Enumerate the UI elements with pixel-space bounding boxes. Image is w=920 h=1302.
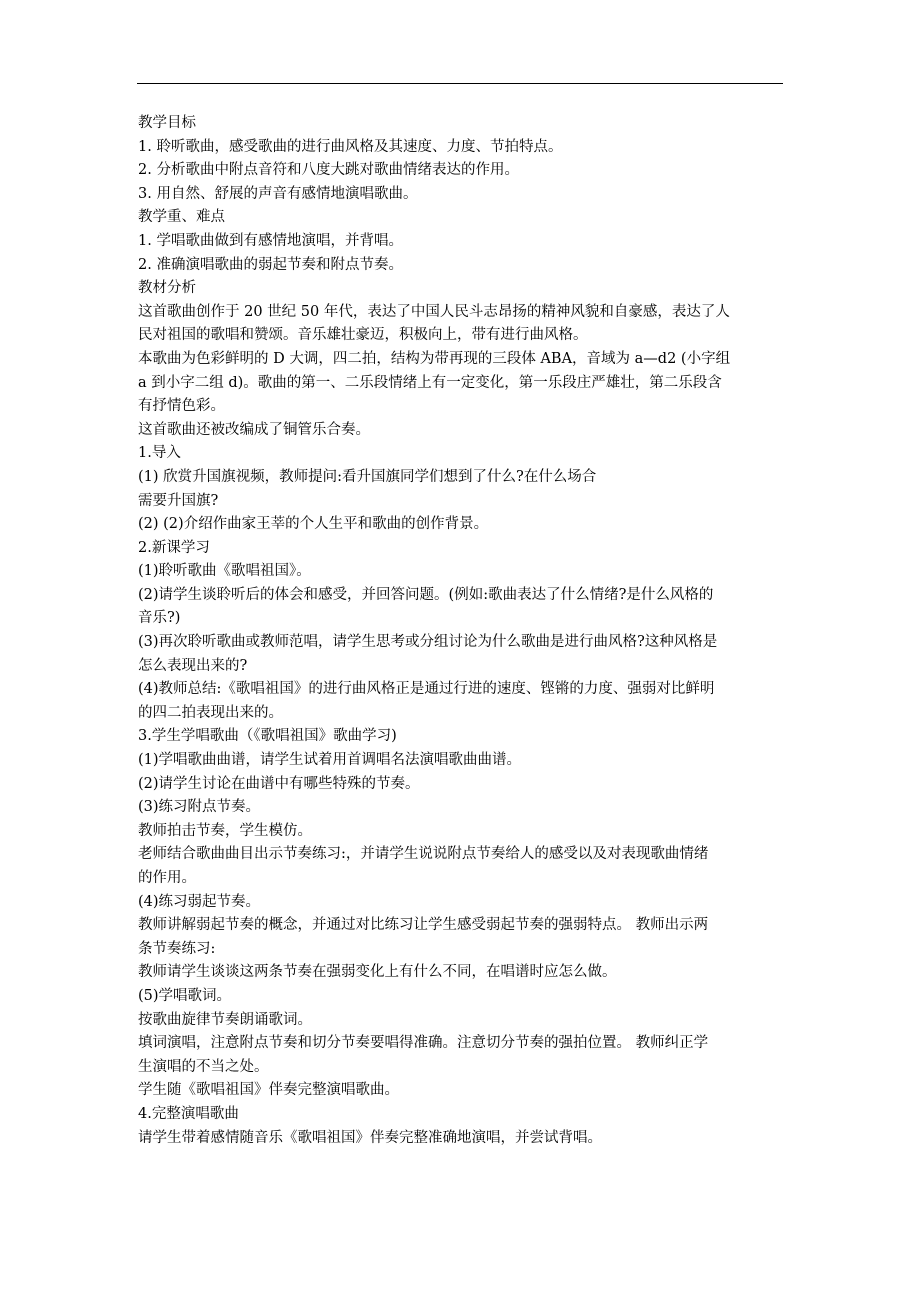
header-rule xyxy=(137,83,783,84)
section-heading-intro: 1.导入 xyxy=(138,445,181,462)
paragraph-line: 老师结合歌曲曲目出示节奏练习:，并请学生说说附点节奏给人的感受以及对表现歌曲情绪 xyxy=(138,846,709,863)
section-heading-learn-song: 3.学生学唱歌曲（《歌唱祖国》歌曲学习) xyxy=(138,728,397,745)
section-heading-key-points: 教学重、难点 xyxy=(138,209,225,226)
paragraph-line: 教师讲解弱起节奏的概念，并通过对比练习让学生感受弱起节奏的强弱特点。 教师出示两 xyxy=(138,917,709,934)
paragraph-line: 教师拍击节奏，学生模仿。 xyxy=(138,822,312,839)
paragraph-line: 这首歌曲还被改编成了铜管乐合奏。 xyxy=(138,421,370,438)
paragraph-line: (1)聆听歌曲《歌唱祖国》。 xyxy=(138,563,311,580)
key-point-line: 1. 学唱歌曲做到有感情地演唱，并背唱。 xyxy=(138,232,403,249)
objective-line: 3. 用自然、舒展的声音有感情地演唱歌曲。 xyxy=(138,185,418,202)
paragraph-line: (2) (2)介绍作曲家王莘的个人生平和歌曲的创作背景。 xyxy=(138,516,489,533)
paragraph-line: 教师请学生谈谈这两条节奏在强弱变化上有什么不同，在唱谱时应怎么做。 xyxy=(138,964,617,981)
paragraph-line: (4)练习弱起节奏。 xyxy=(138,893,261,910)
paragraph-line: 条节奏练习: xyxy=(138,940,216,957)
paragraph-line: (2)请学生讨论在曲谱中有哪些特殊的节奏。 xyxy=(138,775,420,792)
paragraph-line: 这首歌曲创作于 20 世纪 50 年代，表达了中国人民斗志昂扬的精神风貌和自豪感，表达了人 xyxy=(138,303,730,320)
paragraph-line: (1) 欣赏升国旗视频，教师提问:看升国旗同学们想到了什么?在什么场合 xyxy=(138,468,597,485)
paragraph-line: 请学生带着感情随音乐《歌唱祖国》伴奏完整准确地演唱，并尝试背唱。 xyxy=(138,1129,602,1146)
paragraph-line: 填词演唱，注意附点节奏和切分节奏要唱得准确。注意切分节奏的强拍位置。 教师纠正学 xyxy=(138,1035,709,1052)
paragraph-line: (5)学唱歌词。 xyxy=(138,987,232,1004)
paragraph-line: 学生随《歌唱祖国》伴奏完整演唱歌曲。 xyxy=(138,1082,399,1099)
paragraph-line: 本歌曲为色彩鲜明的 D 大调，四二拍，结构为带再现的三段体 ABA，音域为 a—d2 (小字组 xyxy=(138,350,731,367)
paragraph-line: (2)请学生谈聆听后的体会和感受，并回答问题。(例如:歌曲表达了什么情绪?是什么风格的 xyxy=(138,586,714,603)
paragraph-line: 按歌曲旋律节奏朗诵歌词。 xyxy=(138,1011,312,1028)
paragraph-line: (1)学唱歌曲曲谱，请学生试着用首调唱名法演唱歌曲曲谱。 xyxy=(138,752,522,769)
paragraph-line: 怎么表现出来的? xyxy=(138,657,248,674)
paragraph-line: (4)教师总结:《歌唱祖国》的进行曲风格正是通过行进的速度、铿锵的力度、强弱对比鲜明 xyxy=(138,681,715,698)
objective-line: 2. 分析歌曲中附点音符和八度大跳对歌曲情绪表达的作用。 xyxy=(138,162,519,179)
objective-line: 1. 聆听歌曲，感受歌曲的进行曲风格及其速度、力度、节拍特点。 xyxy=(138,138,563,155)
section-heading-new-lesson: 2.新课学习 xyxy=(138,539,210,556)
paragraph-line: a 到小字二组 d)。歌曲的第一、二乐段情绪上有一定变化，第一乐段庄严雄壮，第二乐段含 xyxy=(138,374,722,391)
section-heading-objectives: 教学目标 xyxy=(138,115,196,131)
paragraph-line: 生演唱的不当之处。 xyxy=(138,1058,269,1075)
paragraph-line: (3)练习附点节奏。 xyxy=(138,799,261,816)
paragraph-line: (3)再次聆听歌曲或教师范唱，请学生思考或分组讨论为什么歌曲是进行曲风格?这种风格是 xyxy=(138,634,718,651)
key-point-line: 2. 准确演唱歌曲的弱起节奏和附点节奏。 xyxy=(138,256,403,273)
paragraph-line: 的作用。 xyxy=(138,870,196,886)
paragraph-line: 音乐?) xyxy=(138,610,181,627)
paragraph-line: 有抒情色彩。 xyxy=(138,398,225,415)
section-heading-analysis: 教材分析 xyxy=(138,280,196,297)
document-body xyxy=(138,112,788,1150)
paragraph-line: 需要升国旗? xyxy=(138,492,219,509)
section-heading-full-song: 4.完整演唱歌曲 xyxy=(138,1105,239,1122)
paragraph-line: 的四二拍表现出来的。 xyxy=(138,704,283,721)
paragraph-line: 民对祖国的歌唱和赞颂。音乐雄壮豪迈，积极向上，带有进行曲风格。 xyxy=(138,327,588,344)
